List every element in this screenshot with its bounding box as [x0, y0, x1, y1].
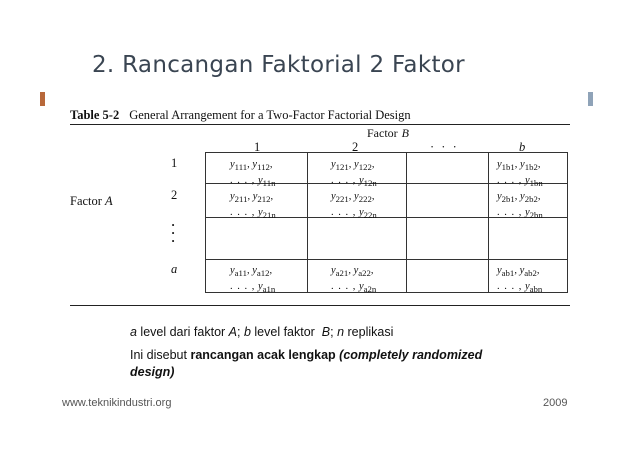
note-levels: a level dari faktor A; b level faktor B; n replikasi	[130, 325, 394, 339]
cell-ra-c1: $y_{a11}$, $y_{a12}$, . . . , $y_{a1n}$	[230, 265, 276, 295]
column-header-2: 2	[352, 140, 359, 154]
column-header-ellipsis: · · ·	[430, 140, 459, 154]
table-caption-text: General Arrangement for a Two-Factor Factorial Design	[129, 108, 411, 122]
table-caption	[70, 108, 411, 123]
slide-title: 2. Rancangan Faktorial 2 Faktor	[92, 52, 465, 78]
row-header-a: a	[171, 262, 178, 276]
row-header-2: 2	[171, 188, 178, 202]
grid-line	[406, 153, 407, 292]
cell-ra-cb: $y_{ab1}$, $y_{ab2}$, . . . , $y_{abn}$	[497, 265, 543, 295]
factor-a-heading: Factor A	[70, 194, 113, 208]
row-header-ellipsis: · · ·	[171, 218, 176, 248]
grid-line	[307, 153, 308, 292]
table-number: Table 5-2	[70, 108, 120, 122]
note-design-name: Ini disebut rancangan acak lengkap (completely randomized	[130, 348, 483, 362]
footer-year: 2009	[543, 397, 568, 409]
table-top-rule	[70, 124, 570, 125]
cell-r1-c1: $y_{111}$, $y_{112}$, . . . , $y_{11n}$	[230, 159, 276, 189]
cell-r2-c2: $y_{221}$, $y_{222}$, . . . , $y_{22n}$	[331, 191, 377, 221]
column-header-b: b	[519, 140, 526, 154]
footer-website: www.teknikindustri.org	[62, 397, 172, 409]
grid-line	[488, 153, 489, 292]
grid-line	[206, 259, 567, 260]
right-accent-marker	[588, 92, 593, 106]
left-accent-marker	[40, 92, 45, 106]
note-design-name-cont: design)	[130, 365, 175, 379]
cell-r1-c2: $y_{121}$, $y_{122}$, . . . , $y_{12n}$	[331, 159, 377, 189]
row-header-1: 1	[171, 156, 178, 170]
cell-r2-c1: $y_{211}$, $y_{212}$, . . . , $y_{21n}$	[230, 191, 276, 221]
column-header-1: 1	[254, 140, 261, 154]
cell-r1-cb: $y_{1b1}$, $y_{1b2}$, . . . , $y_{1bn}$	[497, 159, 543, 189]
cell-ra-c2: $y_{a21}$, $y_{a22}$, . . . , $y_{a2n}$	[331, 265, 377, 295]
cell-r2-cb: $y_{2b1}$, $y_{2b2}$, . . . , $y_{2bn}$	[497, 191, 543, 221]
factor-b-heading: Factor B	[367, 126, 409, 140]
table-bottom-rule	[70, 305, 570, 306]
